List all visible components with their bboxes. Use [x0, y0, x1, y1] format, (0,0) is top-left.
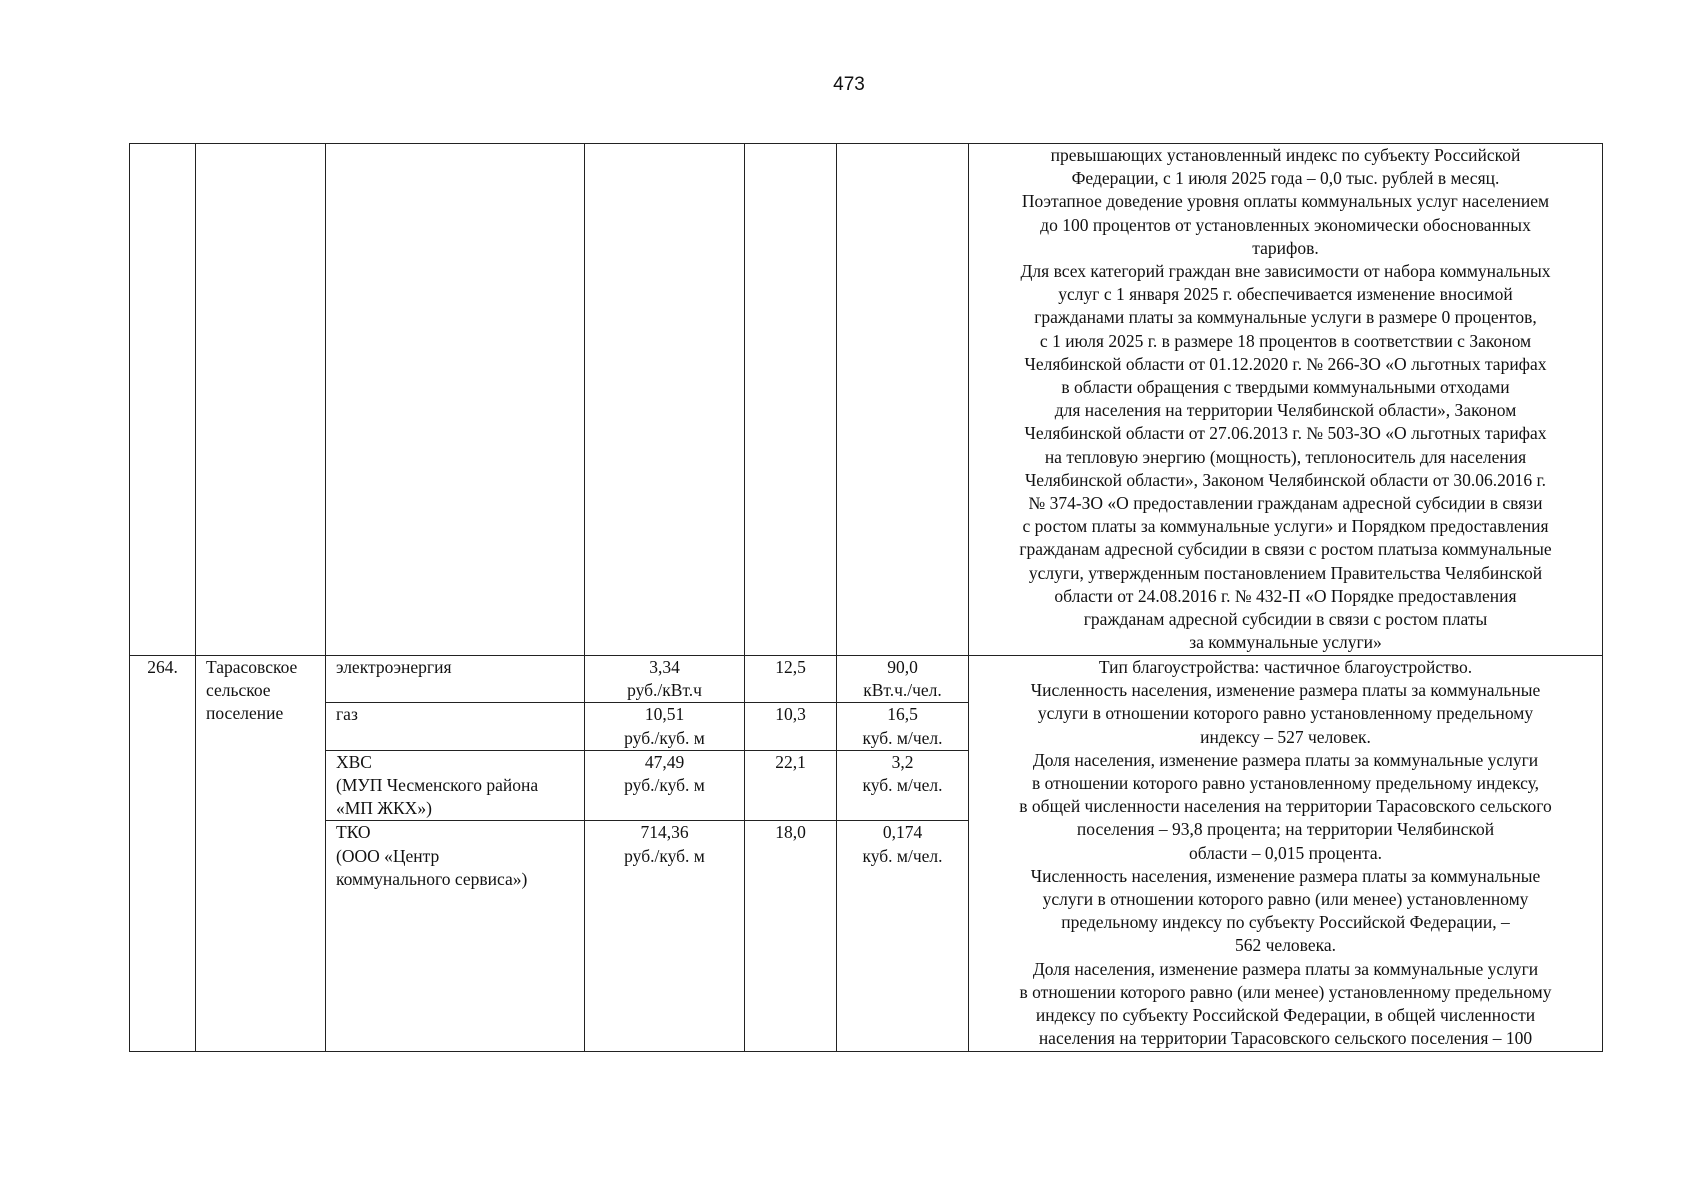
volume-cell — [837, 821, 969, 1052]
text-line: услуги в отношении которого равно (или менее) установленному — [1042, 889, 1529, 910]
empty-cell — [326, 144, 585, 656]
text-line: гражданам адресной субсидии в связи с ростом платы — [1083, 609, 1488, 630]
text-line: Федерации, с 1 июля 2025 года – 0,0 тыс. рублей в месяц. — [1071, 168, 1500, 189]
text-line: индексу по субъекту Российской Федерации, в общей численности — [1035, 1005, 1536, 1026]
text-line: Поэтапное доведение уровня оплаты коммунальных услуг населением — [1021, 191, 1550, 212]
text-line: населения на территории Тарасовского сельского поселения – 100 — [1038, 1028, 1533, 1049]
volume-cell — [837, 656, 969, 703]
index-cell: 10,3 — [745, 703, 837, 750]
text-line: Тип благоустройства: частичное благоустройство. — [1098, 657, 1473, 677]
tariff-cell — [585, 656, 745, 703]
text-line: гражданами платы за коммунальные услуги в размере 0 процентов, — [1034, 307, 1537, 328]
service-row-electricity — [130, 656, 1603, 703]
service-name-line: ТКО — [336, 822, 371, 843]
text-line: области от 24.08.2016 г. № 432-П «О Порядке предоставления — [1054, 585, 1517, 606]
text-line: Челябинской области от 01.12.2020 г. № 266-ЗО «О льготных тарифах — [1024, 353, 1547, 374]
text-line: до 100 процентов от установленных экономически обоснованных — [1040, 214, 1531, 235]
text-line: индексу – 527 человек. — [1200, 726, 1371, 747]
continuation-description — [969, 144, 1603, 656]
service-name-line: (ООО «Центр — [336, 845, 440, 866]
text-line: в отношении которого равно (или менее) установленному предельному — [1019, 981, 1552, 1002]
text-line: с ростом платы за коммунальные услуги» и Порядком предоставления — [1022, 516, 1549, 537]
volume-unit: куб. м/чел. — [862, 727, 943, 748]
tariff-cell — [585, 703, 745, 750]
text-line: тарифов. — [1252, 237, 1319, 258]
entry-description — [969, 656, 1603, 1052]
service-name — [326, 750, 585, 821]
text-line: в общей численности населения на территории Тарасовского сельского — [1019, 796, 1552, 817]
tariff-unit: руб./куб. м — [624, 845, 705, 866]
volume-cell — [837, 750, 969, 821]
settlement-line: сельское — [206, 680, 271, 701]
text-line: Доля населения, изменение размера платы за коммунальные услуги — [1032, 749, 1539, 770]
settlement-line: поселение — [206, 703, 284, 724]
empty-cell — [585, 144, 745, 656]
text-line: в области обращения с твердыми коммунальными отходами — [1061, 377, 1510, 398]
service-name-line: коммунального сервиса») — [336, 868, 528, 889]
text-line: услуги, утвержденным постановлением Правительства Челябинской — [1028, 562, 1543, 583]
text-line: Для всех категорий граждан вне зависимости от набора коммунальных — [1020, 261, 1551, 282]
service-name-line: газ — [336, 704, 358, 725]
volume-value: 3,2 — [891, 751, 914, 772]
text-line: гражданам адресной субсидии в связи с ростом платыза коммунальные — [1019, 539, 1552, 560]
text-line: превышающих установленный индекс по субъекту Российской — [1050, 145, 1521, 165]
text-line: услуг с 1 января 2025 г. обеспечивается изменение вносимой — [1058, 284, 1513, 305]
text-line: на тепловую энергию (мощность), теплоноситель для населения — [1044, 446, 1527, 467]
empty-cell — [745, 144, 837, 656]
service-name — [326, 821, 585, 1052]
tariff-table — [129, 143, 1603, 1052]
text-line: услуги в отношении которого равно установленному предельному — [1037, 703, 1534, 724]
service-name-line: «МП ЖКХ») — [336, 798, 432, 819]
empty-cell — [196, 144, 326, 656]
text-line: поселения – 93,8 процента; на территории Челябинской — [1076, 819, 1495, 840]
text-line: с 1 июля 2025 г. в размере 18 процентов в соответствии с Законом — [1039, 330, 1532, 351]
text-line: № 374-ЗО «О предоставлении гражданам адресной субсидии в связи — [1028, 493, 1543, 514]
text-line: 562 человека. — [1235, 935, 1336, 956]
index-cell: 18,0 — [745, 821, 837, 1052]
tariff-cell — [585, 821, 745, 1052]
volume-unit: куб. м/чел. — [862, 845, 943, 866]
volume-unit: кВт.ч./чел. — [863, 680, 942, 701]
volume-unit: куб. м/чел. — [862, 775, 943, 796]
text-line: Челябинской области от 27.06.2013 г. № 503-ЗО «О льготных тарифах — [1024, 423, 1547, 444]
service-name — [326, 656, 585, 703]
tariff-unit: руб./куб. м — [624, 775, 705, 796]
tariff-unit: руб./кВт.ч — [627, 680, 702, 701]
tariff-cell — [585, 750, 745, 821]
text-line: Челябинской области», Законом Челябинской области от 30.06.2016 г. — [1024, 469, 1547, 490]
text-line: области – 0,015 процента. — [1188, 842, 1383, 863]
text-line: для населения на территории Челябинской области», Законом — [1054, 400, 1517, 421]
volume-value: 0,174 — [882, 822, 923, 843]
settlement-name — [196, 656, 326, 1052]
continuation-row — [130, 144, 1603, 656]
text-line: Численность населения, изменение размера платы за коммунальные — [1030, 865, 1541, 886]
text-line: предельному индексу по субъекту Российской Федерации, – — [1061, 912, 1510, 933]
text-line: Численность населения, изменение размера платы за коммунальные — [1030, 680, 1541, 701]
volume-value: 90,0 — [887, 657, 918, 677]
service-name-line: ХВС — [336, 751, 372, 772]
entry-number: 264. — [130, 656, 196, 1052]
service-name — [326, 703, 585, 750]
tariff-value: 10,51 — [644, 704, 685, 725]
tariff-value: 3,34 — [649, 657, 680, 677]
tariff-unit: руб./куб. м — [624, 727, 705, 748]
text-line: в отношении которого равно установленному предельному индексу, — [1031, 773, 1540, 794]
empty-cell — [130, 144, 196, 656]
index-cell: 22,1 — [745, 750, 837, 821]
settlement-line: Тарасовское — [206, 657, 298, 677]
tariff-value: 714,36 — [640, 822, 689, 843]
volume-value: 16,5 — [887, 704, 918, 725]
empty-cell — [837, 144, 969, 656]
index-cell: 12,5 — [745, 656, 837, 703]
service-name-line: электроэнергия — [336, 657, 452, 677]
tariff-value: 47,49 — [644, 751, 685, 772]
page-number: 473 — [833, 74, 865, 95]
text-line: Доля населения, изменение размера платы за коммунальные услуги — [1032, 958, 1539, 979]
service-name-line: (МУП Чесменского района — [336, 775, 539, 796]
volume-cell — [837, 703, 969, 750]
text-line: за коммунальные услуги» — [1189, 632, 1382, 653]
